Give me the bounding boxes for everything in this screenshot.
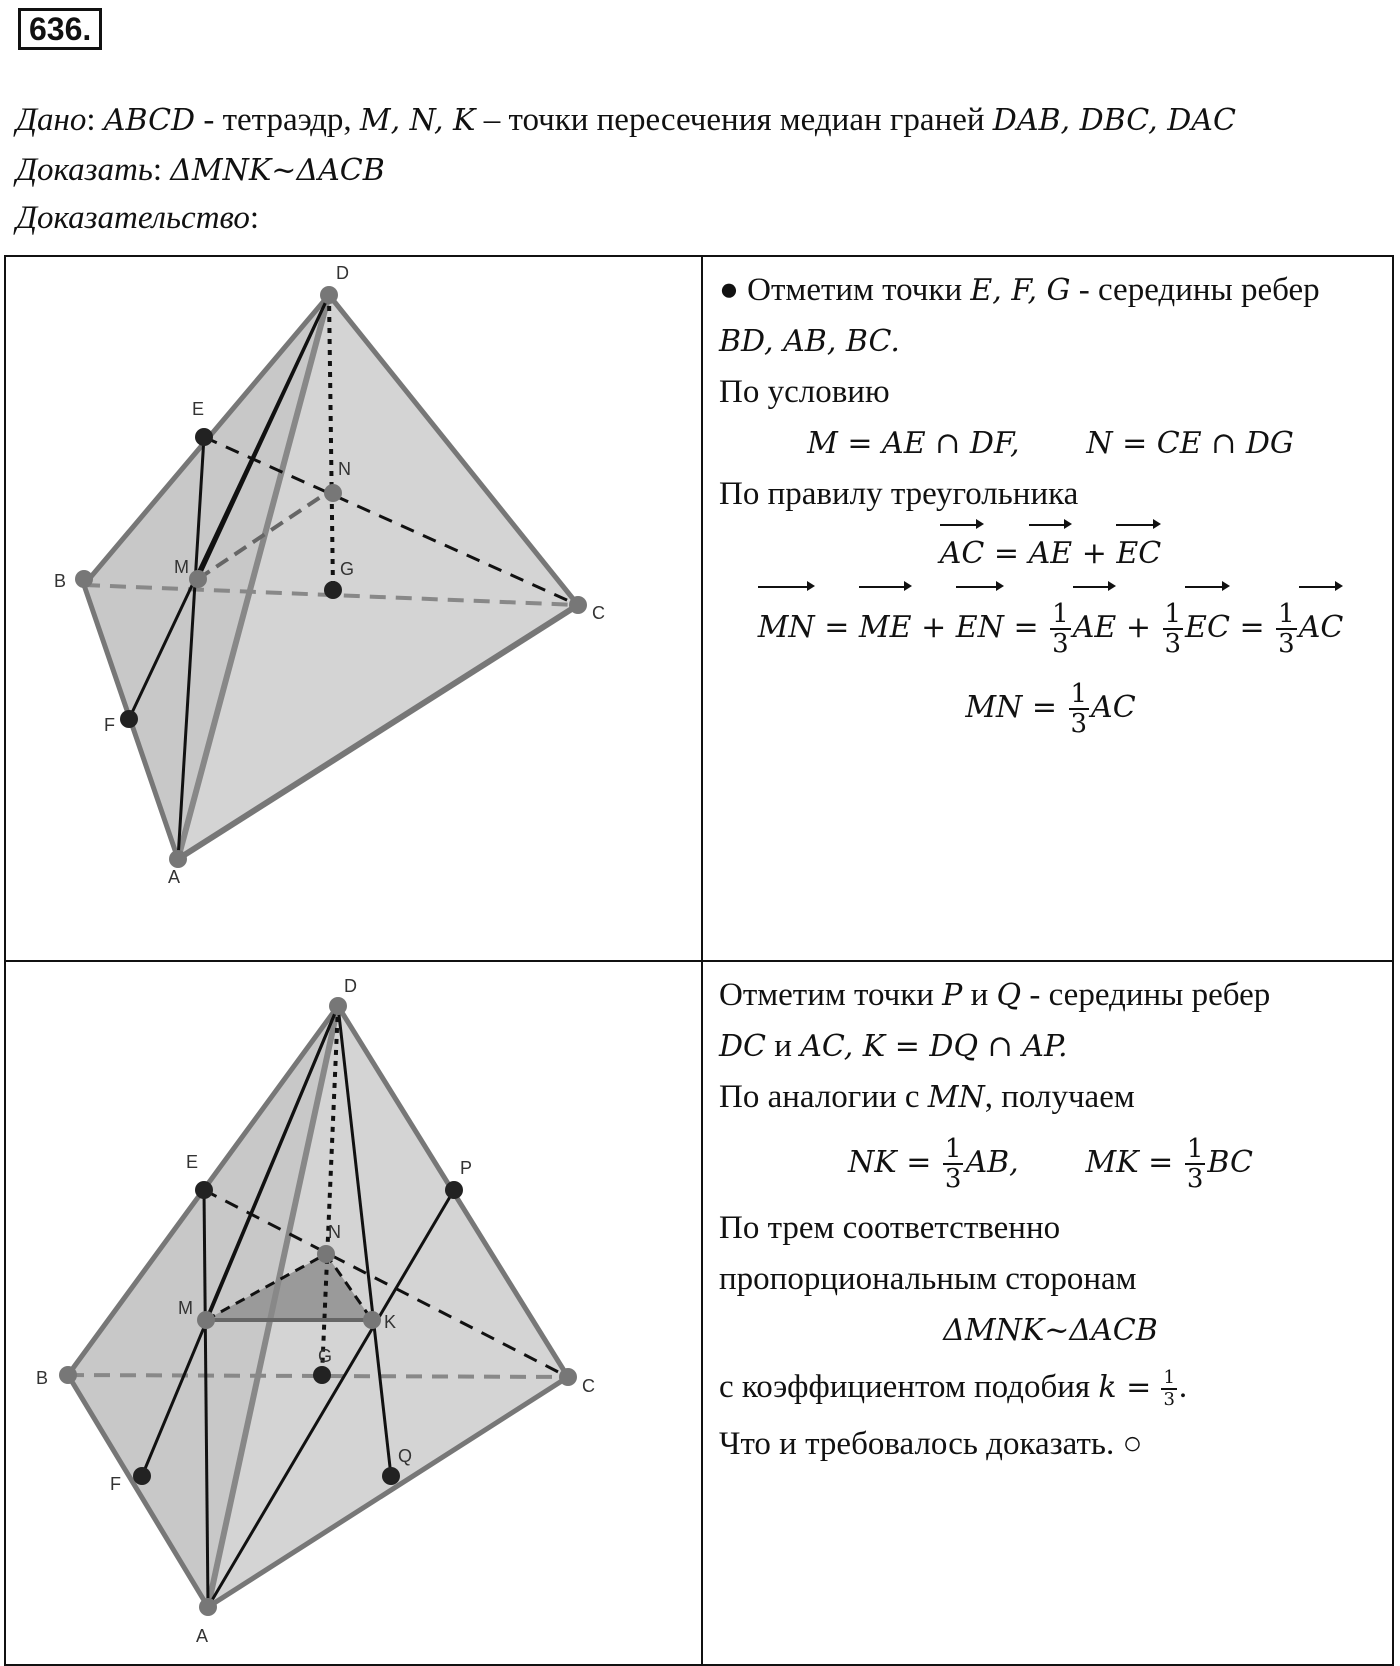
s2-l3b: MN <box>927 1080 985 1115</box>
s2-line2 <box>719 1021 1382 1072</box>
s2-line9: Что и требовалось доказать. ○ <box>719 1426 1143 1462</box>
s1-l1a: ● Отметим точки <box>719 272 971 308</box>
nk-lhs: NK = <box>848 1145 932 1180</box>
plus-sign: + <box>921 610 947 645</box>
proof-table <box>4 255 1394 1666</box>
s2-l8b: k = <box>1098 1370 1152 1405</box>
label-C-1: C <box>592 603 605 623</box>
mn-rhs: AC <box>1091 690 1136 725</box>
frac-num: 1 <box>1052 599 1069 629</box>
figure-1-cell <box>5 256 702 961</box>
frac-den: 3 <box>1070 709 1088 739</box>
vec-ae: AE <box>1073 582 1117 668</box>
s1-line5: По правилу треугольника <box>719 476 1079 512</box>
s2-l1e: - середины ребер <box>1021 977 1271 1013</box>
s1-vector-ac <box>719 520 1382 582</box>
vec-me: ME <box>859 582 912 668</box>
label-N-1: N <box>338 459 351 479</box>
nk-rhs: AB, <box>965 1145 1019 1180</box>
s1-l1c: - середины ребер <box>1070 272 1320 308</box>
eq-sign: = <box>1239 610 1265 645</box>
label-E-1: E <box>192 399 205 419</box>
s2-line5: По трем соответственно <box>719 1210 1061 1246</box>
s2-line8 <box>719 1356 1382 1419</box>
s1-line1 <box>719 265 1382 316</box>
s1-mn-result <box>719 668 1382 748</box>
frac-den: 3 <box>944 1164 962 1194</box>
label-A-1: A <box>168 867 181 887</box>
plus-sign: + <box>1081 536 1107 571</box>
label-F-2: F <box>110 1474 121 1494</box>
vec-ac: AC <box>940 520 985 582</box>
s1-l1b: E, F, G <box>970 273 1071 308</box>
s2-l1c: и <box>962 977 997 1013</box>
given-line: Дано: ABCD - тетраэдр, M, N, K – точки пересечения медиан граней DAB, DBC, DAC <box>16 102 1236 138</box>
frac-den: 3 <box>1164 629 1182 659</box>
label-E-2: E <box>186 1152 199 1172</box>
s2-l2a: DC <box>719 1029 767 1064</box>
s2-l1a: Отметим точки <box>719 977 943 1013</box>
problem-number: 636. <box>18 8 102 50</box>
label-C-2: C <box>582 1376 595 1396</box>
frac-den: 3 <box>1186 1164 1204 1194</box>
label-G-2: G <box>318 1346 333 1366</box>
frac-1-3 <box>1050 600 1071 658</box>
frac-num: 1 <box>944 1134 962 1164</box>
frac-1-3 <box>1276 600 1297 658</box>
s2-line3 <box>719 1072 1382 1123</box>
s2-line7: ΔMNK~ΔACB <box>943 1313 1158 1348</box>
frac-den: 3 <box>1052 629 1069 659</box>
frac-num: 1 <box>1163 1367 1175 1389</box>
proof-label: Доказательство <box>16 200 250 236</box>
s2-line1 <box>719 970 1382 1021</box>
frac-1-3 <box>1069 680 1090 738</box>
s2-l3c: , получаем <box>984 1079 1135 1115</box>
s1-line2: BD, AB, BC. <box>719 324 900 359</box>
tetrahedron-figure-1 <box>6 257 699 955</box>
label-M-1: M <box>174 557 189 577</box>
tetrahedron-figure-2 <box>6 962 699 1659</box>
label-D-2: D <box>344 976 357 996</box>
prove-statement: ΔMNK~ΔACB <box>170 153 385 188</box>
label-M-2: M <box>178 1298 193 1318</box>
given-text2: - тетраэдр, <box>195 102 360 138</box>
eq-sign: = <box>824 610 850 645</box>
frac-num: 1 <box>1186 1134 1204 1164</box>
vec-ac: AC <box>1299 582 1344 668</box>
s1-line4 <box>719 418 1382 469</box>
s2-l2b: и <box>766 1028 801 1064</box>
frac-den: 3 <box>1278 629 1295 659</box>
s1-l4b: N = CE ∩ DG <box>1086 426 1294 461</box>
given-points: M, N, K <box>359 103 476 138</box>
prove-line: Доказать: ΔMNK~ΔACB <box>16 152 385 188</box>
s2-l2c: AC, K = DQ ∩ AP. <box>800 1029 1068 1064</box>
label-D-1: D <box>336 263 349 283</box>
s2-l8c: . <box>1178 1369 1188 1405</box>
s2-l1b: P <box>942 978 963 1013</box>
label-F-1: F <box>104 715 115 735</box>
label-B-1: B <box>54 571 67 591</box>
frac-1-3 <box>1163 600 1184 658</box>
frac-1-3 <box>1185 1135 1206 1193</box>
s2-l3a: По аналогии с <box>719 1079 928 1115</box>
label-Q-2: Q <box>398 1446 413 1466</box>
frac-1-3 <box>943 1135 964 1193</box>
vec-ec: EC <box>1185 582 1230 668</box>
s1-l4a: M = AE ∩ DF, <box>807 426 1020 461</box>
s2-nk-mk <box>719 1123 1382 1203</box>
given-faces: DAB, DBC, DAC <box>992 103 1236 138</box>
frac-num: 1 <box>1278 599 1295 629</box>
vec-en: EN <box>956 582 1004 668</box>
eq-sign: = <box>1013 610 1039 645</box>
plus-sign: + <box>1125 610 1151 645</box>
text-cell-1 <box>702 256 1393 961</box>
figure-2-cell <box>5 961 702 1665</box>
mn-lhs: MN = <box>965 690 1057 725</box>
frac-den: 3 <box>1163 1389 1175 1411</box>
mk-rhs: BC <box>1207 1145 1253 1180</box>
frac-1-3-small <box>1161 1368 1176 1410</box>
label-K-2: K <box>384 1312 397 1332</box>
label-A-2: A <box>196 1626 209 1646</box>
s1-vector-mn <box>719 582 1382 668</box>
s2-line6: пропорциональным сторонам <box>719 1261 1137 1297</box>
mk-lhs: MK = <box>1085 1145 1174 1180</box>
label-B-2: B <box>36 1368 49 1388</box>
label-G-1: G <box>340 559 355 579</box>
vec-ae: AE <box>1029 520 1073 582</box>
label-P-2: P <box>460 1158 473 1178</box>
given-text4: – точки пересечения медиан граней <box>475 102 993 138</box>
prove-label: Доказать <box>16 152 153 188</box>
label-N-2: N <box>328 1222 341 1242</box>
s1-line3: По условию <box>719 374 890 410</box>
eq-sign: = <box>993 536 1020 571</box>
s2-l8a: с коэффициентом подобия <box>719 1369 1099 1405</box>
given-tetra: ABCD <box>103 103 196 138</box>
frac-num: 1 <box>1070 679 1088 709</box>
frac-num: 1 <box>1164 599 1182 629</box>
s2-l1d: Q <box>996 978 1022 1013</box>
given-label: Дано <box>16 102 87 138</box>
text-cell-2 <box>702 961 1393 1665</box>
vec-mn: MN <box>758 582 815 668</box>
vec-ec: EC <box>1116 520 1161 582</box>
proof-line: Доказательство: <box>16 200 260 236</box>
